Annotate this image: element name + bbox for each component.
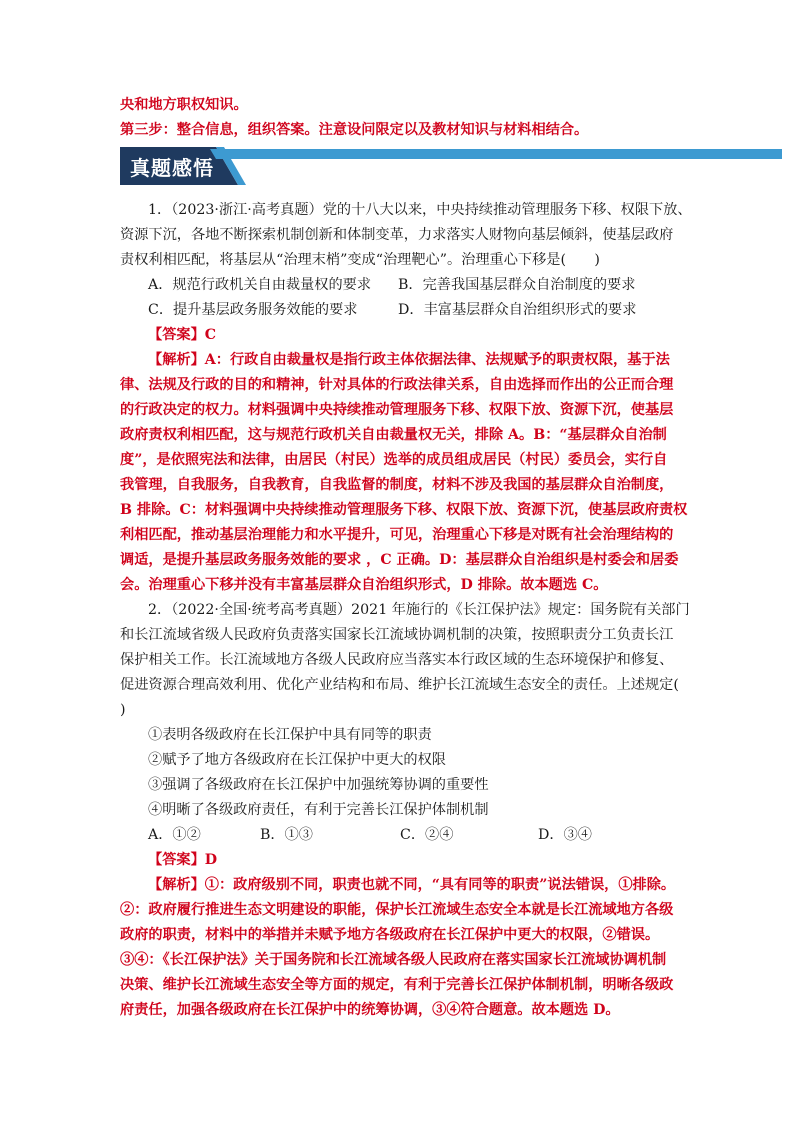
q2-item-4: ④明晰了各级政府责任，有利于完善长江保护体制机制: [148, 802, 489, 818]
q2-item-2: ②赋予了地方各级政府在长江保护中更大的权限: [148, 752, 446, 768]
q2-option-a: A．①②: [148, 827, 201, 843]
q2-answer-value: D: [204, 852, 218, 868]
q2-analysis-line-3: 政府的职责，材料中的举措并未赋予地方各级政府在长江保护中更大的权限，②错误。: [120, 927, 660, 943]
q2-line-1: 2．（2022·全国·统考高考真题）2021 年施行的《长江保护法》规定：国务院有关部门: [148, 602, 690, 618]
q1-option-a: A．规范行政机关自由裁量权的要求: [148, 277, 372, 293]
q1-analysis-line-10: 会。治理重心下移并没有丰富基层群众自治组织形式，D 排除。故本题选 C。: [120, 577, 608, 593]
q1-line-2: 资源下沉，各地不断探索机制创新和体制变革，力求落实人财物向基层倾斜，使基层政府: [120, 227, 674, 243]
q1-analysis-line-4: 政府责权利相匹配，这与规范行政机关自由裁量权无关，排除 A。B：“基层群众自治制: [120, 427, 667, 443]
q2-option-d: D．③④: [538, 827, 592, 843]
q1-line-1: 1．（2023·浙江·高考真题）党的十八大以来，中央持续推动管理服务下移、权限下放、: [148, 202, 692, 218]
q1-analysis-text-1: A：行政自由裁量权是指行政主体依据法律、法规赋予的职责权限，基于法: [204, 352, 670, 368]
q2-analysis-line-5: 决策、维护长江流域生态安全等方面的规定，有利于完善长江保护体制机制，明晰各级政: [120, 977, 674, 993]
q2-analysis-line-4: ③④：《长江保护法》关于国务院和长江流域各级人民政府在落实国家长江流域协调机制: [120, 952, 667, 968]
banner-shape: [120, 147, 782, 185]
q1-option-b: B．完善我国基层群众自治制度的要求: [398, 277, 636, 293]
q2-item-1: ①表明各级政府在长江保护中具有同等的职责: [148, 727, 432, 743]
q2-option-c: C．②④: [400, 827, 454, 843]
q1-analysis-label: 【解析】: [148, 352, 205, 368]
q1-answer: [148, 326, 216, 344]
q2-analysis-text-1: ①：政府级别不同，职责也就不同，“具有同等的职责”说法错误，①排除。: [204, 877, 676, 893]
q1-answer-value: C: [204, 327, 217, 343]
section-banner: [120, 147, 782, 185]
q2-analysis-line-6: 府责任，加强各级政府在长江保护中的统筹协调，③④符合题意。故本题选 D。: [120, 1002, 620, 1018]
q2-answer-label: 【答案】: [148, 852, 205, 868]
q1-analysis-line-3: 的行政决定的权力。材料强调中央持续推动管理服务下移、权限下放、资源下沉，使基层: [120, 402, 674, 418]
q1-analysis-line-1: [148, 351, 670, 369]
q1-analysis-line-2: 律、法规及行政的目的和精神，针对具体的行政法律关系，自由选择而作出的公正而合理: [120, 377, 674, 393]
q2-line-2: 和长江流域省级人民政府负责落实国家长江流域协调机制的决策，按照职责分工负责长江: [120, 627, 674, 643]
q1-analysis-line-5: 度”，是依照宪法和法律，由居民（村民）选举的成员组成居民（村民）委员会，实行自: [120, 452, 668, 468]
q2-line-3: 保护相关工作。长江流域地方各级人民政府应当落实本行政区域的生态环境保护和修复、: [120, 652, 674, 668]
intro-line-1: 央和地方职权知识。: [120, 97, 248, 113]
q2-analysis-line-2: ②：政府履行推进生态文明建设的职能，保护长江流域生态安全本就是长江流域地方各级: [120, 902, 674, 918]
q1-line-3: 责权利相匹配，将基层从“治理末梢”变成“治理靶心”。治理重心下移是( ): [120, 252, 600, 268]
q2-answer: [148, 851, 217, 869]
q1-analysis-line-9: 调适，是提升基层政务服务效能的要求 ，C 正确。D：基层群众自治组织是村委会和居委: [120, 552, 679, 568]
q2-analysis-line-1: [148, 876, 675, 894]
q1-analysis-line-7: B 排除。C：材料强调中央持续推动管理服务下移、权限下放、资源下沉，使基层政府责权: [120, 502, 688, 518]
q1-option-d: D．丰富基层群众自治组织形式的要求: [398, 302, 637, 318]
q2-option-b: B．①③: [260, 827, 313, 843]
q1-analysis-line-8: 利相匹配，推动基层治理能力和水平提升，可见，治理重心下移是对既有社会治理结构的: [120, 527, 674, 543]
section-title: 真题感悟: [130, 156, 214, 180]
q2-item-3: ③强调了各级政府在长江保护中加强统筹协调的重要性: [148, 777, 489, 793]
q2-analysis-label: 【解析】: [148, 877, 205, 893]
q1-option-c: C．提升基层政务服务效能的要求: [148, 302, 358, 318]
intro-line-2: 第三步：整合信息，组织答案。注意设问限定以及教材知识与材料相结合。: [120, 122, 589, 138]
q2-line-5: ): [120, 702, 126, 718]
q1-answer-label: 【答案】: [148, 327, 205, 343]
q1-analysis-line-6: 我管理，自我服务，自我教育，自我监督的制度，材料不涉及我国的基层群众自治制度，: [120, 477, 674, 493]
q2-line-4: 促进资源合理高效利用、优化产业结构和布局、维护长江流域生态安全的责任。上述规定(: [120, 677, 679, 693]
